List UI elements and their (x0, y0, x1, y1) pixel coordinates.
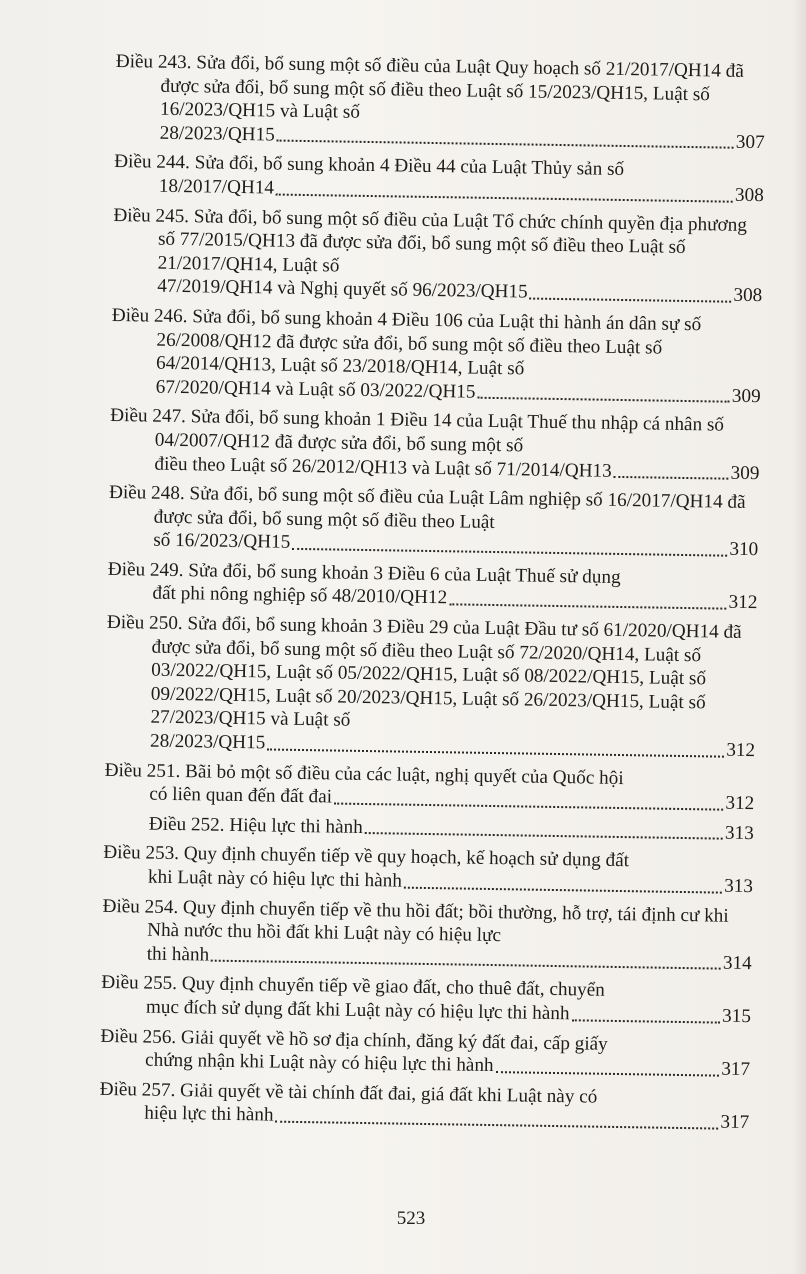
toc-entry-247 (109, 404, 760, 485)
toc-page-number: 308 (733, 285, 763, 307)
toc-entry-text: Điều 247. Sửa đổi, bổ sung khoản 1 Điều 14 của Luật Thuế thu nhập cá nhân số 04/2007/QH12 đã được sửa đổi, bổ sung một số (110, 405, 725, 457)
dot-leader (277, 140, 734, 149)
toc-entry-text-end: mục đích sử dụng đất khi Luật này có hiệu lực thi hành (145, 996, 570, 1025)
toc-entry-text: Điều 256. Giải quyết về hồ sơ địa chính, đăng ký đất đai, cấp giấy (100, 1025, 608, 1055)
toc-page-number: 308 (734, 184, 764, 207)
toc-page-number: 312 (725, 792, 755, 815)
toc-entry-245 (112, 204, 763, 309)
dot-leader (275, 1121, 718, 1130)
toc-entry-text-end: 47/2019/QH14 và Nghị quyết số 96/2023/QH15 (157, 276, 528, 303)
toc-entry-text: Điều 255. Quy định chuyển tiếp về giao đất, cho thuê đất, chuyển (101, 972, 605, 1002)
toc-entry-text-end: chứng nhận khi Luật này có hiệu lực thi hành (144, 1049, 494, 1077)
toc-page-number: 315 (721, 1005, 752, 1028)
toc-entry-251 (104, 759, 755, 816)
toc-entry-text-end: 67/2020/QH14 và Luật số 03/2022/QH15 (155, 376, 476, 403)
toc-entry-text-end: số 16/2023/QH15 (153, 529, 291, 554)
toc-entry-text-end: khi Luật này có hiệu lực thi hành (147, 866, 403, 892)
dot-leader (477, 397, 729, 403)
toc-entry-text-end: hiệu lực thi hành (144, 1102, 274, 1126)
toc-entry-256 (100, 1024, 751, 1081)
toc-page-number: 317 (720, 1111, 750, 1134)
dot-leader (267, 748, 724, 757)
toc-entry-text-end: 18/2017/QH14 (158, 175, 275, 199)
toc-entry-252 (104, 812, 754, 846)
dot-leader (334, 802, 723, 810)
toc-entry-254 (102, 894, 753, 975)
toc-page-number: 309 (730, 462, 760, 484)
dot-leader (292, 548, 727, 557)
toc-entry-text-end: 28/2023/QH15 (149, 730, 266, 754)
toc-entry-257 (99, 1078, 750, 1135)
toc-page-number: 307 (735, 131, 765, 153)
dot-leader (276, 193, 733, 202)
toc-entry-text: Điều 246. Sửa đổi, bổ sung khoản 4 Điều 106 của Luật thi hành án dân sự số 26/2008/QH12 đã được sửa đổi, bổ sung một số điều theo Luật số 64/2014/QH13, Luật số 23/2018/QH14, Luật số (111, 304, 702, 380)
toc-entry-text: Điều 245. Sửa đổi, bổ sung một số điều của Luật Tổ chức chính quyền địa phương số 77/2015/QH13 đã được sửa đổi, bổ sung một số điều theo Luật số 21/2017/QH14, Luật số (113, 204, 748, 277)
toc-entry-text: Điều 249. Sửa đổi, bổ sung khoản 3 Điều 6 của Luật Thuế sử dụng (107, 558, 621, 588)
toc-entry-255 (101, 971, 752, 1028)
toc-page-number: 310 (729, 538, 759, 561)
toc-entry-text: Điều 248. Sửa đổi, bổ sung một số điều của Luật Lâm nghiệp số 16/2017/QH14 đã được sửa đổi, bổ sung một số điều theo Luật (108, 482, 746, 533)
toc-entry-246 (111, 304, 762, 409)
dot-leader (530, 297, 732, 302)
toc-entry-text-end: đất phi nông nghiệp số 48/2010/QH12 (152, 583, 448, 609)
dot-leader (404, 886, 722, 893)
toc-entry-text-end: thi hành (146, 943, 210, 966)
toc-entry-243 (115, 50, 766, 155)
dot-leader (449, 603, 726, 609)
page-number-footer: 523 (396, 1208, 426, 1229)
toc-page-number: 312 (726, 739, 756, 762)
toc-entry-text-end: 28/2023/QH15 (159, 122, 275, 146)
dot-leader (614, 476, 729, 480)
page-edge-shadow (792, 0, 806, 1274)
toc-entry-text: Điều 257. Giải quyết về tài chính đất đai, giá đất khi Luật này có (99, 1078, 598, 1108)
toc-page-number: 312 (728, 592, 758, 614)
toc-entry-text-end: Điều 252. Hiệu lực thi hành (148, 813, 363, 838)
dot-leader (571, 1019, 720, 1023)
toc-page-number: 314 (722, 952, 752, 974)
toc-entry-253 (103, 841, 754, 898)
toc-entry-text-end: có liên quan đến đất đai (149, 783, 333, 808)
toc-page-number: 317 (721, 1058, 751, 1081)
toc-entry-249 (107, 558, 758, 615)
toc-entry-244 (114, 150, 765, 207)
toc-entry-text: Điều 254. Quy định chuyển tiếp về thu hồi đất; bồi thường, hỗ trợ, tái định cư khi Nhà nước thu hồi đất khi Luật này có hiệu lực (102, 895, 729, 947)
toc-entry-text: Điều 253. Quy định chuyển tiếp về quy hoạch, kế hoạch sử dụng đất (103, 842, 630, 872)
toc-entry-250 (105, 611, 757, 763)
toc-entry-text: Điều 244. Sửa đổi, bổ sung khoản 4 Điều 44 của Luật Thủy sản số (114, 151, 625, 181)
dot-leader (211, 960, 721, 970)
toc-page-number: 313 (724, 822, 754, 844)
toc-entry-text: Điều 243. Sửa đổi, bổ sung một số điều của Luật Quy hoạch số 21/2017/QH14 đã được sửa đổi, bổ sung một số điều theo Luật số 15/2023/QH15, Luật số 16/2023/QH15 và Luật số (115, 50, 744, 124)
toc-entry-text-end: điều theo Luật số 26/2012/QH13 và Luật số 71/2014/QH13 (154, 453, 612, 482)
toc-entry-text: Điều 251. Bãi bỏ một số điều của các luật, nghị quyết của Quốc hội (104, 759, 624, 789)
table-of-contents (99, 50, 766, 1141)
toc-entry-248 (108, 481, 759, 562)
dot-leader (495, 1071, 719, 1077)
toc-page-number: 313 (723, 875, 754, 898)
toc-page-number: 309 (731, 385, 761, 407)
toc-entry-text: Điều 250. Sửa đổi, bổ sung khoản 3 Điều 29 của Luật Đầu tư số 61/2020/QH14 đã được sửa đổi, bổ sung một số điều theo Luật số 72/2020/QH14, Luật số 03/2022/QH15, Luật số 05/2022/QH15, Luật số 08/2022/QH15, Luật số 09/2022/QH15, Luật số 20/2023/QH15, Luật số 26/2023/QH15, Luật số 27/2023/QH15 và Luật số (106, 611, 742, 732)
dot-leader (365, 832, 723, 840)
